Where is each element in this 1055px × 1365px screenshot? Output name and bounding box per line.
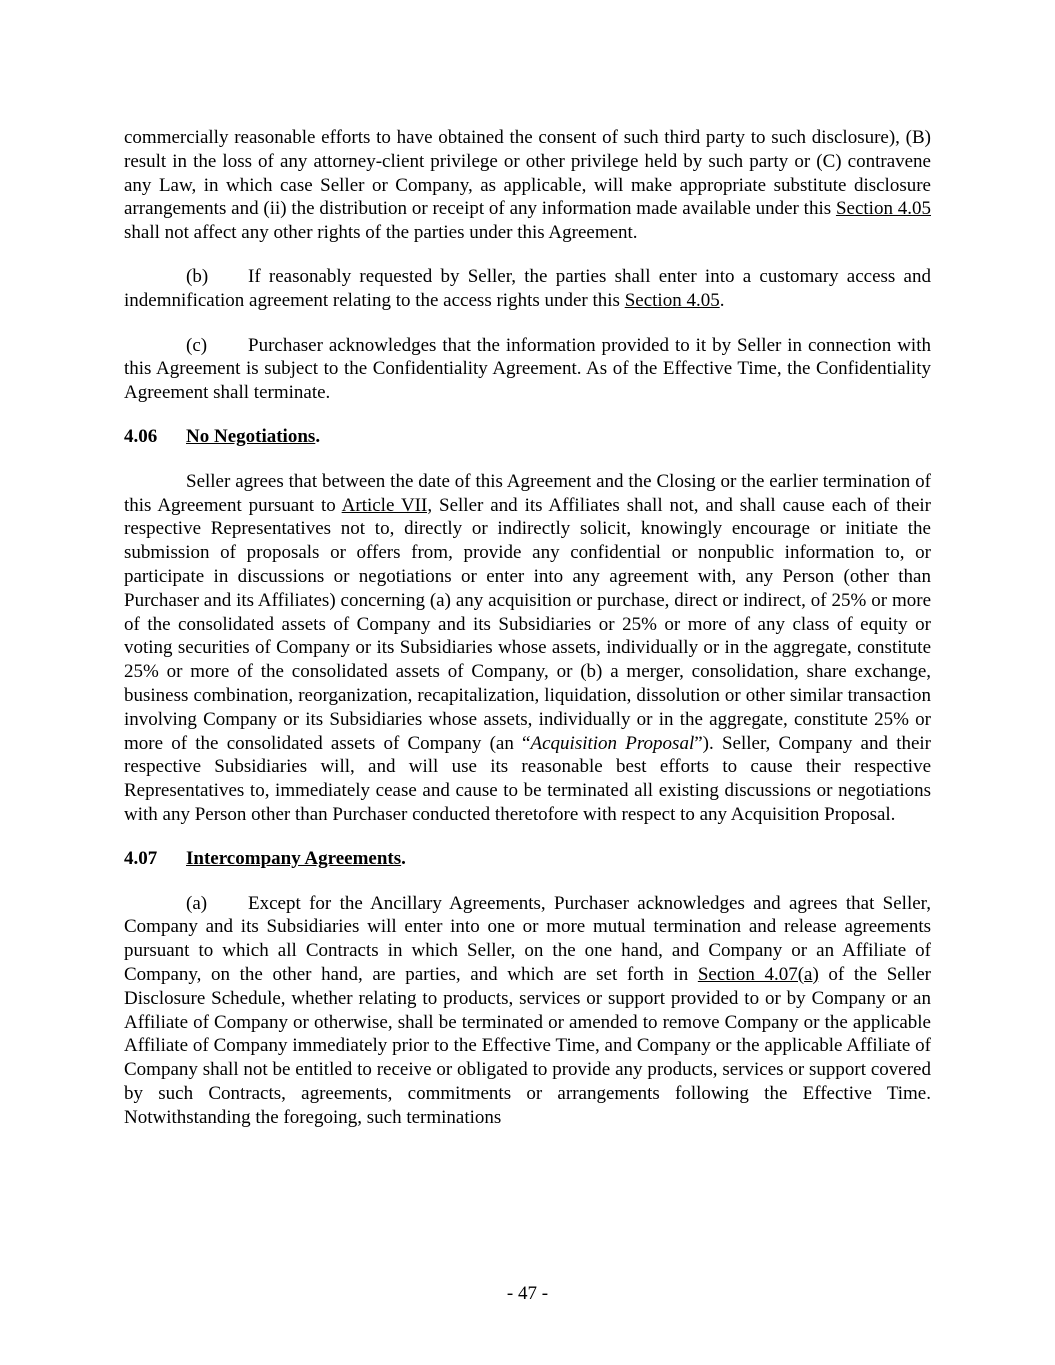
continued-paragraph: [124, 126, 931, 245]
paragraph-text: of the Seller Disclosure Schedule, whether relating to products, services or support provided to or by Company or an Affiliate of Company or otherwise, shall be terminated or amended to remove Company or the applicable Affiliate of Company immediately prior to the Effective Time, and Company or the applicable Affiliate of Company shall not be entitled to receive or obligated to provide any products, services or support covered by such Contracts, agreements, commitments or arrangements following the Effective Time. Notwithstanding the foregoing, such terminations: [124, 963, 932, 1128]
document-page: [124, 126, 931, 1129]
section-reference: Section 4.05: [624, 290, 720, 312]
paragraph-text: .: [719, 290, 725, 312]
paragraph-text: commercially reasonable efforts to have obtained the consent of such third party to such disclosure), (B) result in the loss of any attorney-client privilege or other privilege held by such party or (C) contravene any Law, in which case Seller or Company, as applicable, will make appropriate substitute disclosure arrangements and (ii) the distribution or receipt of any information made available under this: [124, 127, 931, 220]
section-title: No Negotiations: [186, 426, 316, 448]
paragraph-label: (b): [186, 266, 209, 288]
paragraph-text: Seller and its Affiliates shall not, and shall cause each of their respective Representatives not to, directly or indirectly solicit, knowingly encourage or initiate the submission of proposals or offers from, provide any confidential or nonpublic information to, or participate in discussions or negotiations or enter into any agreement with, any Person (other than Purchaser and its Affiliates) concerning (a) any acquisition or purchase, direct or indirect, of 25% or more of the consolidated assets of Company and its Subsidiaries or 25% or more of any class of equity or voting securities of Company or its Subsidiaries whose assets, individually or in the aggregate, constitute 25% or more of the consolidated assets of Company, or (b) a merger, consolidation, share exchange, business combination, reorganization, recapitalization, liquidation, dissolution or other similar transaction involving Company or its Subsidiaries whose assets, individually or in the aggregate, constitute 25% or more of the consolidated assets of Company (an “: [124, 494, 931, 754]
section-number: 4.06: [124, 426, 158, 448]
paragraph-text: ”). Seller, Company and their respective Subsidiaries will, and will use its reasonable best efforts to cause their respective Representatives to, immediately cease and cause to be terminated all existing discussions or negotiations with any Person other than Purchaser conducted theretofore with respect to any Acquisition Proposal.: [124, 732, 932, 825]
section-reference: Section 4.07(a): [697, 963, 819, 985]
paragraph-text: shall not affect any other rights of the parties under this Agreement.: [124, 222, 638, 244]
paragraph-label: (a): [186, 892, 208, 914]
paragraph-text: If reasonably requested by Seller, the parties shall enter into a customary access and indemnification agreement relating to the access rights under this: [124, 266, 931, 312]
defined-term: Acquisition Proposal: [530, 732, 695, 754]
section-heading-4-06: [124, 425, 931, 449]
paragraph-c: [124, 334, 931, 405]
paragraph-4-06: [124, 470, 931, 827]
section-reference: Section 4.05: [835, 198, 931, 220]
paragraph-b: [124, 265, 931, 313]
paragraph-label: (c): [186, 334, 208, 356]
section-number: 4.07: [124, 848, 158, 870]
paragraph-text: Seller agrees that between the date of this Agreement and the Closing or the earlier termination of this Agreement pursuant to: [124, 470, 931, 516]
article-reference: Article VII,: [341, 494, 433, 516]
paragraph-text: Purchaser acknowledges that the information provided to it by Seller in connection with this Agreement is subject to the Confidentiality Agreement. As of the Effective Time, the Confidentiality Agreement shall terminate.: [124, 334, 931, 404]
heading-punctuation: .: [401, 848, 406, 870]
page-number: - 47 -: [506, 1283, 549, 1304]
section-title: Intercompany Agreements: [186, 848, 402, 870]
section-heading-4-07: [124, 847, 931, 871]
paragraph-text: Except for the Ancillary Agreements, Purchaser acknowledges and agrees that Seller, Company and its Subsidiaries will enter into one or more mutual termination and release agreements pursuant to which all Contracts in which Seller, on the one hand, and Company or an Affiliate of Company, on the other hand, are parties, and which are set forth in: [124, 892, 931, 985]
heading-punctuation: .: [315, 426, 321, 448]
paragraph-4-07-a: [124, 892, 931, 1130]
